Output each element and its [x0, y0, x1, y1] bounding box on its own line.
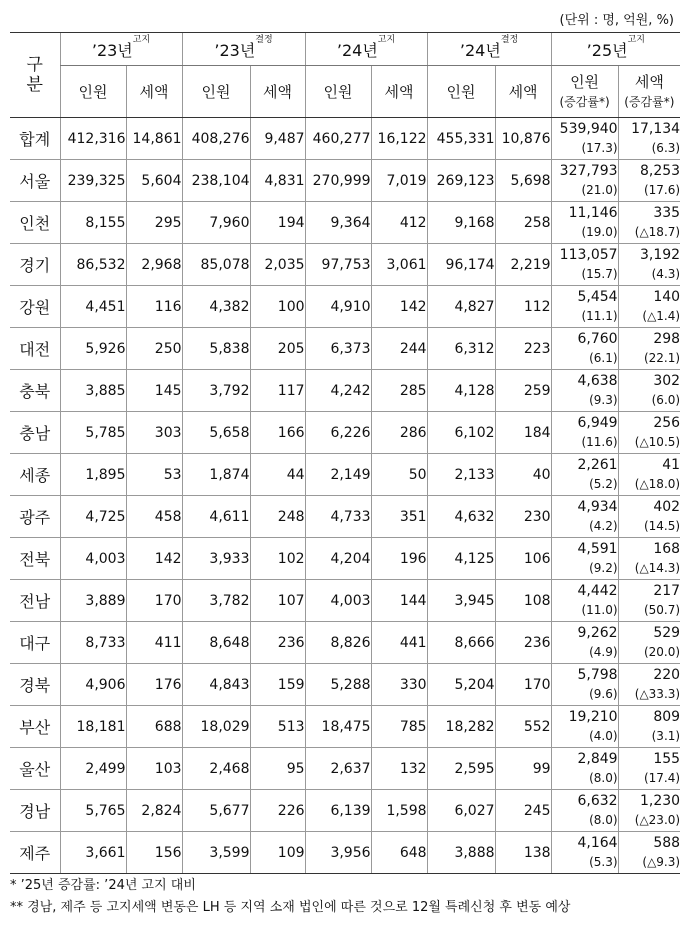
tax-2025-cell: 140 (△1.4)	[618, 286, 680, 328]
value-cell: 270,999	[305, 160, 371, 202]
value-cell: 5,677	[182, 790, 250, 832]
value-cell: 4,003	[60, 538, 126, 580]
value-cell: 18,029	[182, 706, 250, 748]
value-cell: 552	[495, 706, 551, 748]
value-cell: 1,598	[371, 790, 427, 832]
tax-2025-cell: 17,134 (6.3)	[618, 118, 680, 160]
people-2025-cell: 4,442 (11.0)	[551, 580, 618, 622]
value-cell: 176	[126, 664, 182, 706]
value-cell: 3,945	[427, 580, 495, 622]
gubun-header	[10, 33, 60, 118]
table-row	[10, 790, 680, 832]
tax-2025-cell: 217 (50.7)	[618, 580, 680, 622]
table-row	[10, 538, 680, 580]
value-cell: 194	[250, 202, 305, 244]
value-cell: 205	[250, 328, 305, 370]
value-cell: 6,373	[305, 328, 371, 370]
table-row	[10, 496, 680, 538]
region-name: 서울	[10, 160, 60, 202]
value-cell: 2,968	[126, 244, 182, 286]
value-cell: 6,139	[305, 790, 371, 832]
value-cell: 8,648	[182, 622, 250, 664]
value-cell: 116	[126, 286, 182, 328]
region-name: 대전	[10, 328, 60, 370]
region-name: 대구	[10, 622, 60, 664]
value-cell: 5,288	[305, 664, 371, 706]
tax-2025-cell: 220 (△33.3)	[618, 664, 680, 706]
unit-note: (단위 : 명, 억원, %)	[559, 13, 674, 28]
people-change-header: 인원 (증감률*)	[551, 66, 618, 118]
value-cell: 4,382	[182, 286, 250, 328]
people-2025-cell: 2,849 (8.0)	[551, 748, 618, 790]
value-cell: 18,181	[60, 706, 126, 748]
value-cell: 100	[250, 286, 305, 328]
tax-2025-cell: 298 (22.1)	[618, 328, 680, 370]
people-2025-cell: 6,760 (6.1)	[551, 328, 618, 370]
region-name: 강원	[10, 286, 60, 328]
value-cell: 230	[495, 496, 551, 538]
table-row	[10, 286, 680, 328]
value-cell: 5,785	[60, 412, 126, 454]
year-header-25-notice: ’25년$^{고지}$	[551, 33, 680, 66]
value-cell: 196	[371, 538, 427, 580]
value-cell: 6,312	[427, 328, 495, 370]
value-cell: 285	[371, 370, 427, 412]
tax-header: 세액	[495, 66, 551, 118]
value-cell: 259	[495, 370, 551, 412]
people-2025-cell: 9,262 (4.9)	[551, 622, 618, 664]
year-header-23-notice: ’23년$^{고지}$	[60, 33, 182, 66]
value-cell: 238,104	[182, 160, 250, 202]
value-cell: 159	[250, 664, 305, 706]
value-cell: 458	[126, 496, 182, 538]
table-row	[10, 202, 680, 244]
value-cell: 138	[495, 832, 551, 874]
value-cell: 785	[371, 706, 427, 748]
value-cell: 44	[250, 454, 305, 496]
value-cell: 286	[371, 412, 427, 454]
value-cell: 8,155	[60, 202, 126, 244]
value-cell: 250	[126, 328, 182, 370]
region-name: 전북	[10, 538, 60, 580]
value-cell: 132	[371, 748, 427, 790]
value-cell: 412	[371, 202, 427, 244]
value-cell: 3,889	[60, 580, 126, 622]
value-cell: 3,885	[60, 370, 126, 412]
value-cell: 1,874	[182, 454, 250, 496]
value-cell: 97,753	[305, 244, 371, 286]
people-header: 인원	[182, 66, 250, 118]
table-row	[10, 244, 680, 286]
table-row	[10, 328, 680, 370]
value-cell: 108	[495, 580, 551, 622]
tax-2025-cell: 8,253 (17.6)	[618, 160, 680, 202]
footnotes	[10, 875, 570, 919]
value-cell: 3,782	[182, 580, 250, 622]
value-cell: 408,276	[182, 118, 250, 160]
region-name: 충남	[10, 412, 60, 454]
table-row	[10, 664, 680, 706]
value-cell: 8,826	[305, 622, 371, 664]
value-cell: 3,599	[182, 832, 250, 874]
value-cell: 258	[495, 202, 551, 244]
value-cell: 2,637	[305, 748, 371, 790]
value-cell: 223	[495, 328, 551, 370]
value-cell: 103	[126, 748, 182, 790]
region-name: 제주	[10, 832, 60, 874]
region-name: 부산	[10, 706, 60, 748]
value-cell: 2,499	[60, 748, 126, 790]
gubun-label: 구분	[26, 55, 43, 95]
value-cell: 3,792	[182, 370, 250, 412]
value-cell: 8,733	[60, 622, 126, 664]
value-cell: 117	[250, 370, 305, 412]
value-cell: 226	[250, 790, 305, 832]
value-cell: 5,838	[182, 328, 250, 370]
value-cell: 269,123	[427, 160, 495, 202]
table-row	[10, 748, 680, 790]
value-cell: 7,019	[371, 160, 427, 202]
value-cell: 6,226	[305, 412, 371, 454]
value-cell: 236	[495, 622, 551, 664]
tax-2025-cell: 809 (3.1)	[618, 706, 680, 748]
people-header: 인원	[60, 66, 126, 118]
value-cell: 3,956	[305, 832, 371, 874]
value-cell: 3,061	[371, 244, 427, 286]
value-cell: 2,595	[427, 748, 495, 790]
value-cell: 85,078	[182, 244, 250, 286]
value-cell: 142	[126, 538, 182, 580]
value-cell: 156	[126, 832, 182, 874]
value-cell: 170	[495, 664, 551, 706]
value-cell: 2,035	[250, 244, 305, 286]
value-cell: 441	[371, 622, 427, 664]
table-row	[10, 412, 680, 454]
value-cell: 5,698	[495, 160, 551, 202]
value-cell: 412,316	[60, 118, 126, 160]
region-name: 울산	[10, 748, 60, 790]
region-name: 합계	[10, 118, 60, 160]
tax-2025-cell: 41 (△18.0)	[618, 454, 680, 496]
value-cell: 95	[250, 748, 305, 790]
value-cell: 460,277	[305, 118, 371, 160]
table-row	[10, 160, 680, 202]
value-cell: 5,765	[60, 790, 126, 832]
table-row	[10, 832, 680, 874]
value-cell: 2,133	[427, 454, 495, 496]
tax-header: 세액	[371, 66, 427, 118]
value-cell: 4,906	[60, 664, 126, 706]
tax-table	[10, 32, 680, 874]
value-cell: 86,532	[60, 244, 126, 286]
people-2025-cell: 4,164 (5.3)	[551, 832, 618, 874]
tax-2025-cell: 256 (△10.5)	[618, 412, 680, 454]
value-cell: 4,733	[305, 496, 371, 538]
value-cell: 170	[126, 580, 182, 622]
footnote: ** 경남, 제주 등 고지세액 변동은 LH 등 지역 소재 법인에 따른 것으로 12월 특례신청 후 변동 예상	[10, 900, 571, 915]
people-2025-cell: 11,146 (19.0)	[551, 202, 618, 244]
region-name: 전남	[10, 580, 60, 622]
table-row	[10, 454, 680, 496]
value-cell: 4,125	[427, 538, 495, 580]
year-header-23-final: ’23년$^{결정}$	[182, 33, 305, 66]
value-cell: 166	[250, 412, 305, 454]
value-cell: 6,102	[427, 412, 495, 454]
table-row	[10, 370, 680, 412]
table-row	[10, 706, 680, 748]
value-cell: 5,658	[182, 412, 250, 454]
region-name: 경기	[10, 244, 60, 286]
value-cell: 5,604	[126, 160, 182, 202]
value-cell: 4,910	[305, 286, 371, 328]
value-cell: 2,219	[495, 244, 551, 286]
people-2025-cell: 4,638 (9.3)	[551, 370, 618, 412]
table-row	[10, 118, 680, 160]
value-cell: 3,888	[427, 832, 495, 874]
people-2025-cell: 113,057 (15.7)	[551, 244, 618, 286]
value-cell: 4,843	[182, 664, 250, 706]
value-cell: 10,876	[495, 118, 551, 160]
people-header: 인원	[427, 66, 495, 118]
people-2025-cell: 5,454 (11.1)	[551, 286, 618, 328]
value-cell: 18,282	[427, 706, 495, 748]
value-cell: 109	[250, 832, 305, 874]
value-cell: 3,661	[60, 832, 126, 874]
tax-2025-cell: 155 (17.4)	[618, 748, 680, 790]
region-name: 인천	[10, 202, 60, 244]
people-2025-cell: 6,949 (11.6)	[551, 412, 618, 454]
tax-2025-cell: 302 (6.0)	[618, 370, 680, 412]
tax-2025-cell: 402 (14.5)	[618, 496, 680, 538]
value-cell: 648	[371, 832, 427, 874]
value-cell: 4,827	[427, 286, 495, 328]
value-cell: 248	[250, 496, 305, 538]
value-cell: 4,725	[60, 496, 126, 538]
value-cell: 2,468	[182, 748, 250, 790]
year-header-24-notice: ’24년$^{고지}$	[305, 33, 427, 66]
value-cell: 4,611	[182, 496, 250, 538]
region-name: 경남	[10, 790, 60, 832]
value-cell: 184	[495, 412, 551, 454]
value-cell: 244	[371, 328, 427, 370]
table-row	[10, 580, 680, 622]
value-cell: 16,122	[371, 118, 427, 160]
value-cell: 455,331	[427, 118, 495, 160]
people-2025-cell: 6,632 (8.0)	[551, 790, 618, 832]
table-body	[10, 118, 680, 874]
region-name: 충북	[10, 370, 60, 412]
value-cell: 9,487	[250, 118, 305, 160]
value-cell: 144	[371, 580, 427, 622]
value-cell: 50	[371, 454, 427, 496]
value-cell: 40	[495, 454, 551, 496]
value-cell: 303	[126, 412, 182, 454]
tax-2025-cell: 3,192 (4.3)	[618, 244, 680, 286]
value-cell: 99	[495, 748, 551, 790]
sub-header-row	[10, 66, 680, 118]
value-cell: 2,824	[126, 790, 182, 832]
tax-2025-cell: 588 (△9.3)	[618, 832, 680, 874]
value-cell: 9,364	[305, 202, 371, 244]
value-cell: 351	[371, 496, 427, 538]
people-2025-cell: 2,261 (5.2)	[551, 454, 618, 496]
value-cell: 142	[371, 286, 427, 328]
tax-2025-cell: 529 (20.0)	[618, 622, 680, 664]
region-name: 광주	[10, 496, 60, 538]
value-cell: 330	[371, 664, 427, 706]
people-2025-cell: 5,798 (9.6)	[551, 664, 618, 706]
value-cell: 102	[250, 538, 305, 580]
value-cell: 513	[250, 706, 305, 748]
people-2025-cell: 4,591 (9.2)	[551, 538, 618, 580]
value-cell: 14,861	[126, 118, 182, 160]
value-cell: 18,475	[305, 706, 371, 748]
value-cell: 4,632	[427, 496, 495, 538]
tax-change-header: 세액 (증감률*)	[618, 66, 680, 118]
value-cell: 3,933	[182, 538, 250, 580]
value-cell: 112	[495, 286, 551, 328]
value-cell: 239,325	[60, 160, 126, 202]
value-cell: 9,168	[427, 202, 495, 244]
value-cell: 4,204	[305, 538, 371, 580]
footnote: * ’25년 증감률: ’24년 고지 대비	[10, 878, 196, 893]
value-cell: 1,895	[60, 454, 126, 496]
value-cell: 7,960	[182, 202, 250, 244]
value-cell: 5,204	[427, 664, 495, 706]
value-cell: 295	[126, 202, 182, 244]
value-cell: 4,003	[305, 580, 371, 622]
tax-2025-cell: 335 (△18.7)	[618, 202, 680, 244]
people-2025-cell: 19,210 (4.0)	[551, 706, 618, 748]
people-2025-cell: 327,793 (21.0)	[551, 160, 618, 202]
tax-header: 세액	[250, 66, 305, 118]
tax-2025-cell: 168 (△14.3)	[618, 538, 680, 580]
value-cell: 8,666	[427, 622, 495, 664]
value-cell: 245	[495, 790, 551, 832]
people-header: 인원	[305, 66, 371, 118]
tax-2025-cell: 1,230 (△23.0)	[618, 790, 680, 832]
value-cell: 2,149	[305, 454, 371, 496]
value-cell: 236	[250, 622, 305, 664]
people-2025-cell: 4,934 (4.2)	[551, 496, 618, 538]
value-cell: 4,242	[305, 370, 371, 412]
value-cell: 688	[126, 706, 182, 748]
year-header-24-final: ’24년$^{결정}$	[427, 33, 551, 66]
value-cell: 4,128	[427, 370, 495, 412]
value-cell: 145	[126, 370, 182, 412]
value-cell: 4,831	[250, 160, 305, 202]
value-cell: 6,027	[427, 790, 495, 832]
value-cell: 96,174	[427, 244, 495, 286]
value-cell: 5,926	[60, 328, 126, 370]
value-cell: 411	[126, 622, 182, 664]
region-name: 세종	[10, 454, 60, 496]
value-cell: 4,451	[60, 286, 126, 328]
tax-header: 세액	[126, 66, 182, 118]
value-cell: 53	[126, 454, 182, 496]
table-row	[10, 622, 680, 664]
people-2025-cell: 539,940 (17.3)	[551, 118, 618, 160]
value-cell: 106	[495, 538, 551, 580]
region-name: 경북	[10, 664, 60, 706]
year-header-row	[10, 33, 680, 66]
value-cell: 107	[250, 580, 305, 622]
